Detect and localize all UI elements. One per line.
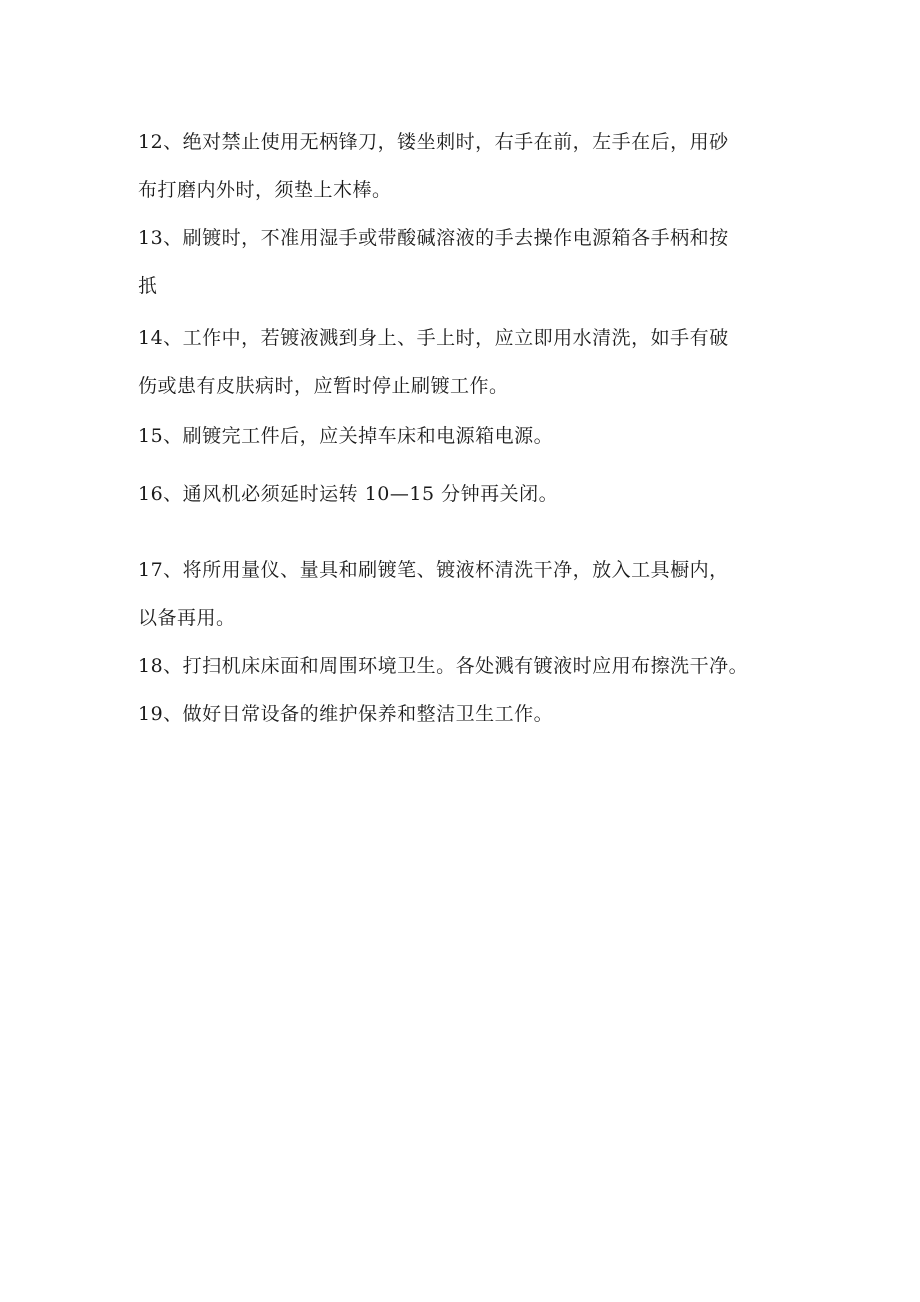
rule-item-14-line-1: 14、工作中，若镀液溅到身上、手上时，应立即用水清洗，如手有破 [138,327,729,349]
rule-item-15 [138,412,798,460]
rule-item-12 [138,118,798,214]
rule-item-19-line-1: 19、做好日常设备的维护保养和整洁卫生工作。 [138,703,554,725]
rule-item-14 [138,314,798,410]
rule-item-17 [138,546,798,642]
rule-item-13-line-2: 扺 [138,275,158,297]
rule-item-14-line-2: 伤或患有皮肤病时，应暂时停止刷镀工作。 [138,375,509,397]
rule-item-18-line-1: 18、打扫机床床面和周围环境卫生。各处溅有镀液时应用布擦洗干净。 [138,655,749,677]
rule-item-12-line-1: 12、绝对禁止使用无柄锋刀，镂坐刺时，右手在前，左手在后，用砂 [138,131,729,153]
rule-item-17-line-2: 以备再用。 [138,607,236,629]
rule-item-16-line-1: 16、通风机必须延时运转 10—15 分钟再关闭。 [138,483,559,505]
rule-item-16 [138,470,798,518]
rule-item-17-line-1: 17、将所用量仪、量具和刷镀笔、镀液杯清洗干净，放入工具橱内， [138,559,729,581]
rule-item-19 [138,690,798,738]
rule-item-12-line-2: 布打磨内外时，须垫上木棒。 [138,179,392,201]
rule-item-18 [138,642,798,690]
rule-item-13-line-1: 13、刷镀时，不准用湿手或带酸碱溶液的手去操作电源箱各手柄和按 [138,227,729,249]
rule-item-15-line-1: 15、刷镀完工件后，应关掉车床和电源箱电源。 [138,425,554,447]
rule-item-13 [138,214,798,310]
